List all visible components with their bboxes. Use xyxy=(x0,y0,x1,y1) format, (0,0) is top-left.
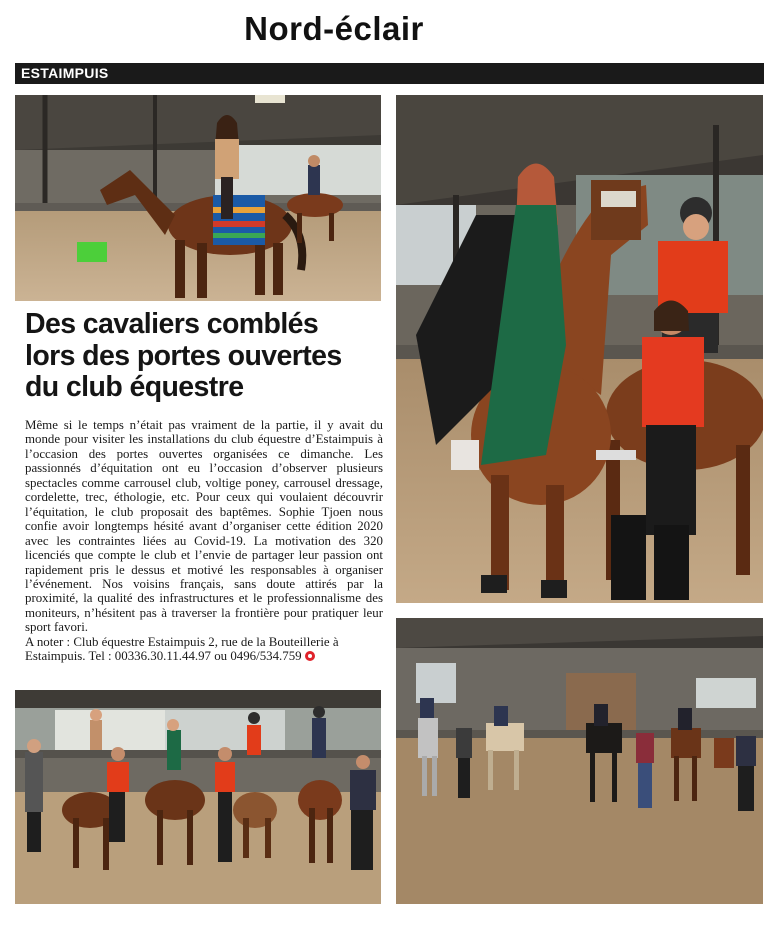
photo-arena-lineup xyxy=(396,618,763,904)
article-paragraph: Même si le temps n’était pas vraiment de la partie, il y avait du monde pour visiter les installations du club équestre d’Estaimpuis à l’occasion des portes ouvertes organisées ce dimanche. Les passionnés d’équitation ont eu l’occasion d’observer plusieurs spectacles comme carrousel club, voltige poney, carrousel dressage, cordelette, trec, éthologie, etc. Pour ceux qui voulaient découvrir l’équitation, le club proposait des baptêmes. Sophie Tjoen nous confie avoir longtemps hésité avant d’organiser cette édition 2020 avec les contraintes liées au Covid-19. La motivation des 320 licenciés que compte le club et l’envie de partager leur passion ont rapidement pris le dessus et motivé les responsables à organiser l’événement. Nos voisins français, sans doute attirés par la proximité, la qualité des infrastructures et le professionnalisme des moniteurs, n’hésitent pas à traverser la frontière pour pratiquer leur sport favori. xyxy=(25,418,383,635)
photo-costumed-riders xyxy=(396,95,763,603)
headline-line: lors des portes ouvertes xyxy=(25,339,342,372)
headline-line: Des cavaliers comblés xyxy=(25,308,319,340)
article-headline xyxy=(25,309,375,404)
article-body xyxy=(25,418,383,664)
article-note xyxy=(25,635,383,664)
article-note-text: A noter : Club équestre Estaimpuis 2, rue de la Bouteillerie à Estaimpuis. Tel : 00336.30.11.44.97 ou 0496/534.759 xyxy=(25,634,339,664)
section-label: ESTAIMPUIS xyxy=(21,65,109,81)
headline-line: du club équestre xyxy=(25,371,244,403)
photo-group-with-horses xyxy=(15,690,381,904)
red-circle-end-mark-icon xyxy=(305,651,315,661)
photo-rider-with-blanket xyxy=(15,95,381,301)
newspaper-masthead: Nord-éclair xyxy=(244,10,424,47)
section-header-bar xyxy=(15,63,764,84)
